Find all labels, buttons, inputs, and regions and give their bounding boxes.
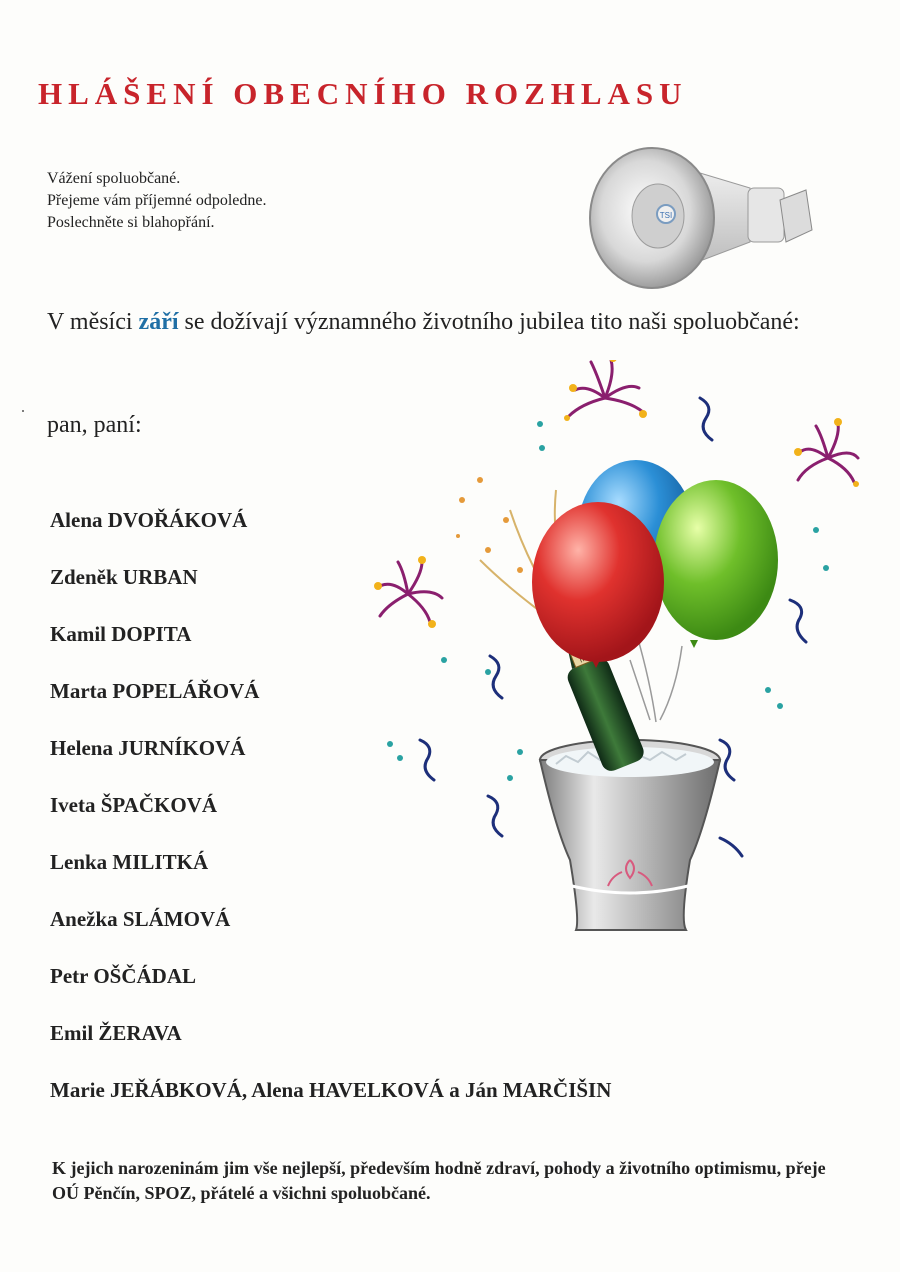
celebration-illustration <box>360 360 880 960</box>
firework-icon <box>374 556 442 628</box>
salutation: pan, paní: <box>47 412 142 438</box>
page-title: HLÁŠENÍ OBECNÍHO ROZHLASU <box>38 76 688 111</box>
spark-icon <box>456 477 523 573</box>
intro-text <box>47 306 847 338</box>
name-item: Marta POPELÁŘOVÁ <box>50 679 260 703</box>
megaphone-label: TSI <box>659 211 673 220</box>
firework-icon <box>564 360 647 421</box>
name-item: Alena DVOŘÁKOVÁ <box>50 508 248 532</box>
greeting <box>47 168 407 234</box>
name-item: Petr OŠČÁDAL <box>50 964 197 988</box>
greeting-line: Poslechněte si blahopřání. <box>47 214 215 231</box>
megaphone-icon <box>580 130 820 300</box>
intro-after: se dožívají významného životního jubilea tito naši spoluobčané: <box>178 309 800 335</box>
name-item: Helena JURNÍKOVÁ <box>50 736 246 760</box>
name-item: Zdeněk URBAN <box>50 565 198 589</box>
scan-speck <box>22 410 24 412</box>
firework-icon <box>794 418 859 487</box>
name-item: Marie JEŘÁBKOVÁ, Alena HAVELKOVÁ a Ján MARČIŠIN <box>50 1078 612 1102</box>
greeting-line: Přejeme vám příjemné odpoledne. <box>47 192 267 209</box>
ice-bucket-icon <box>540 740 720 930</box>
name-item: Lenka MILITKÁ <box>50 850 209 874</box>
intro-before: V měsíci <box>47 309 139 335</box>
name-item: Anežka SLÁMOVÁ <box>50 907 231 931</box>
balloons-icon <box>532 460 778 722</box>
name-item: Iveta ŠPAČKOVÁ <box>50 793 218 817</box>
name-item: Emil ŽERAVA <box>50 1021 182 1045</box>
closing-message: K jejich narozeninám jim vše nejlepší, především hodně zdraví, pohody a životního optimismu, přeje OÚ Pěnčín, SPOZ, přátelé a všichni spoluobčané. <box>52 1158 826 1203</box>
name-item: Kamil DOPITA <box>50 622 192 646</box>
month-highlight: září <box>138 309 179 335</box>
greeting-line: Vážení spoluobčané. <box>47 170 181 187</box>
